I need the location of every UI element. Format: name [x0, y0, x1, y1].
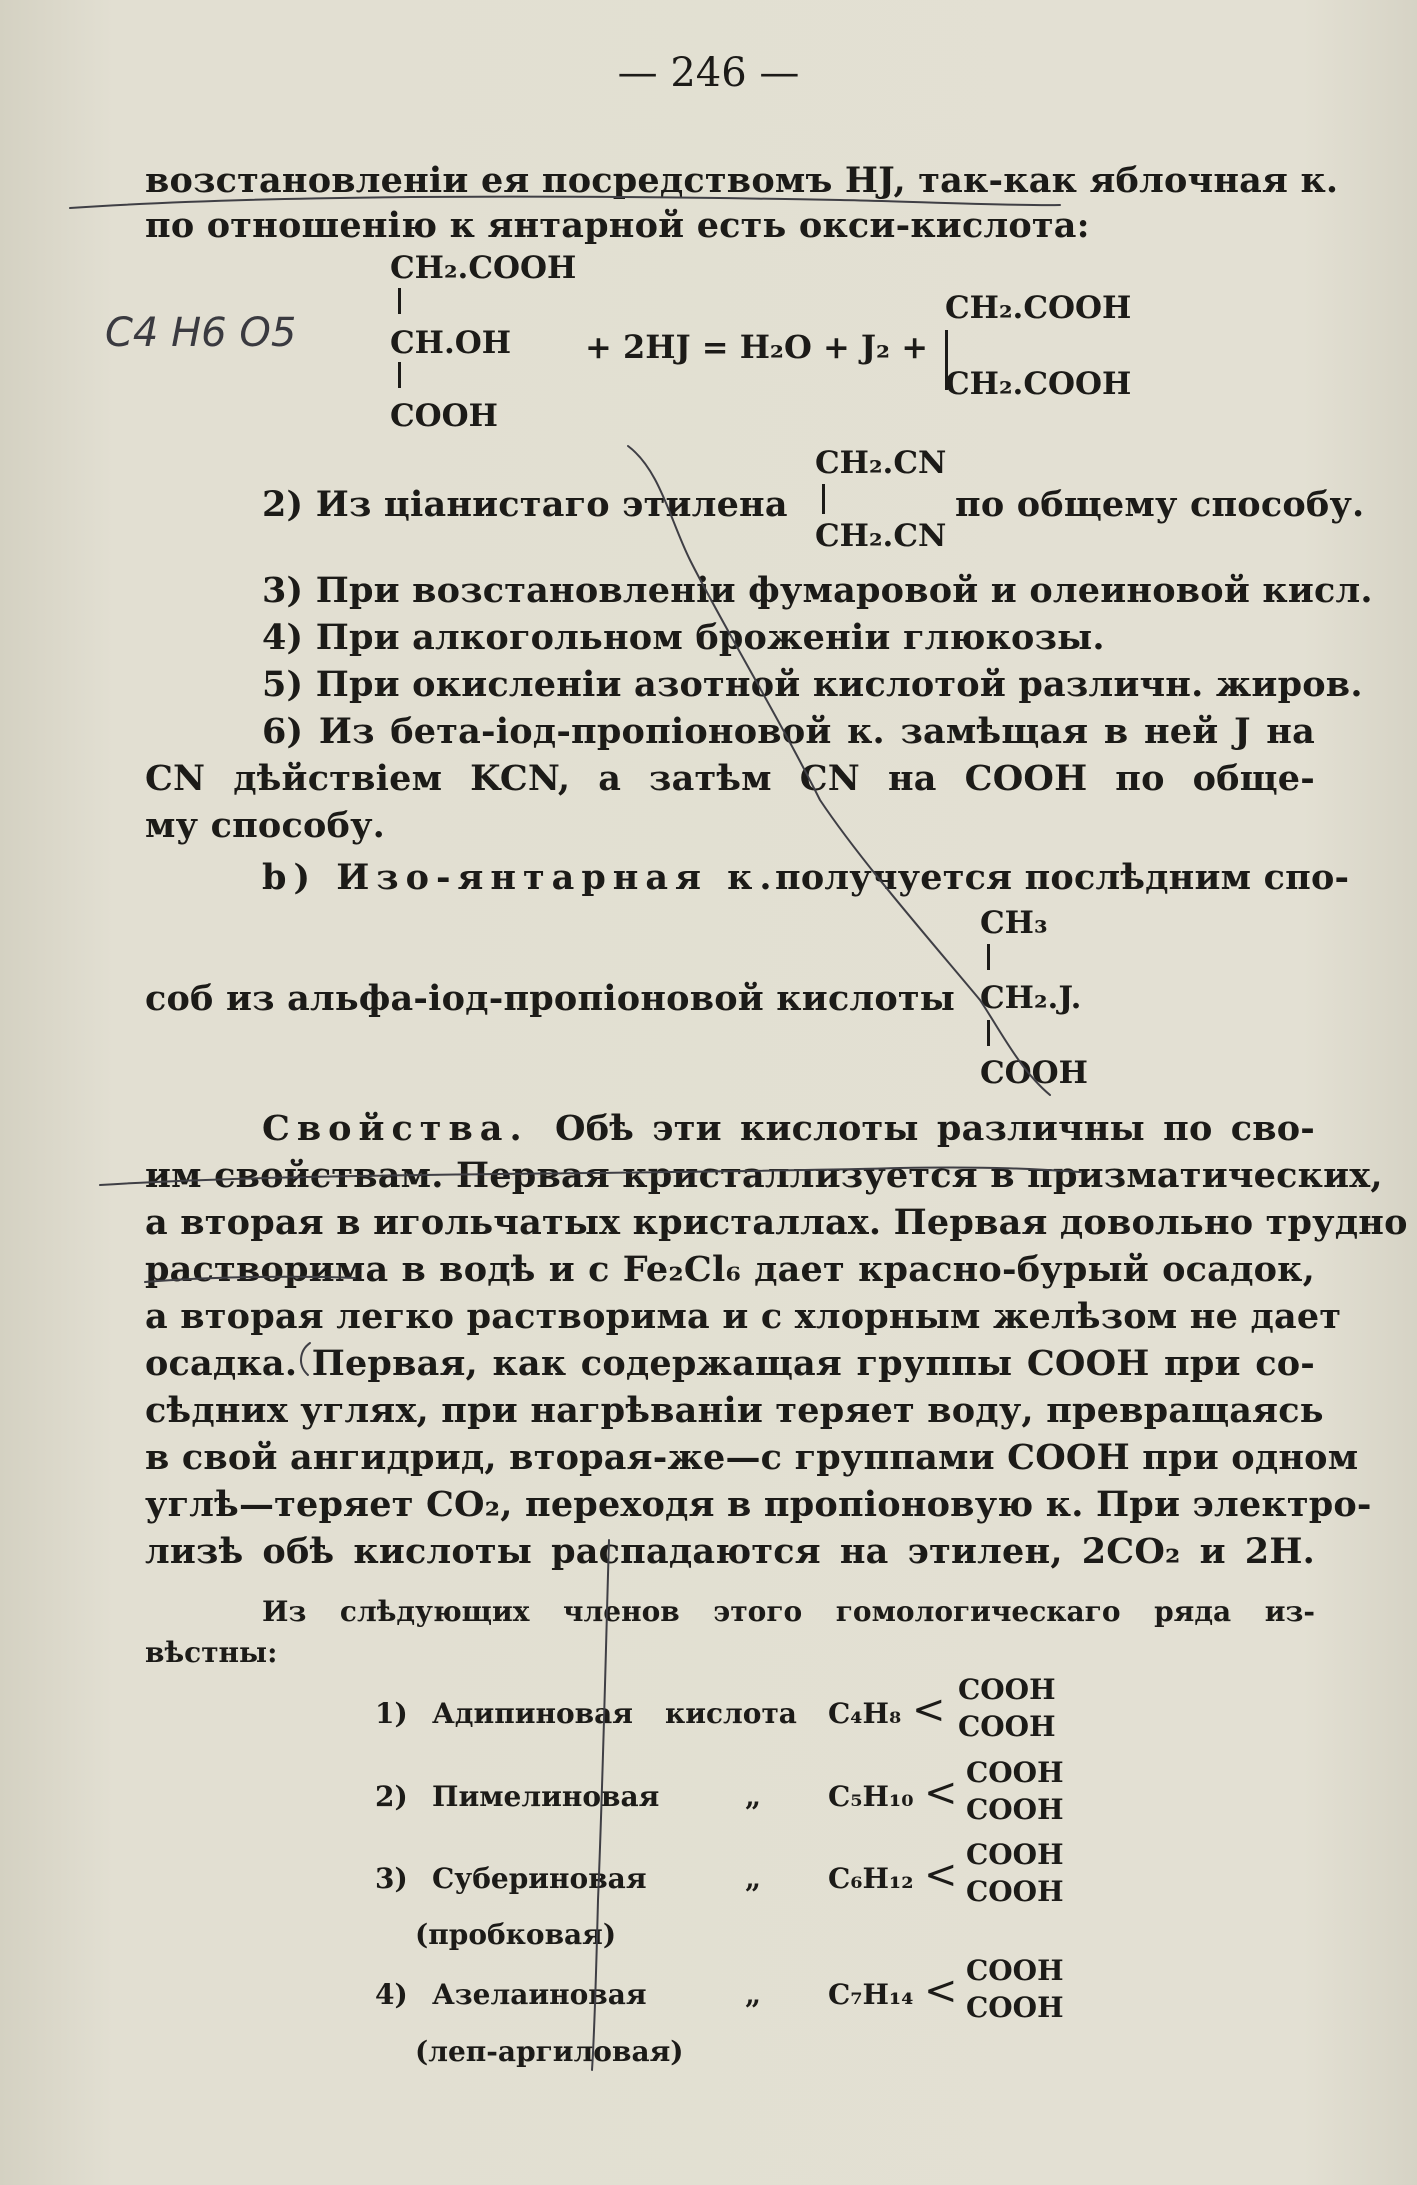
- homolog-group-bottom: COOH: [966, 1875, 1064, 1908]
- homolog-suffix: кислота: [665, 1697, 797, 1730]
- properties-line-1: Обѣ эти кислоты различны по сво-: [555, 1108, 1315, 1149]
- homolog-suffix: „: [745, 1862, 762, 1895]
- homolog-number: 3): [375, 1862, 408, 1895]
- homolog-note: (пробковая): [415, 1918, 617, 1951]
- method-6-line-1: 6) Из бета-іод-пропіоновой к. замѣщая в ней J на: [262, 711, 1315, 752]
- homolog-group-top: COOH: [966, 1756, 1064, 1789]
- pencil-bracket: [301, 1343, 310, 1375]
- bracket: <: [924, 1968, 958, 2014]
- malic-acid-top: CH₂.COOH: [390, 250, 577, 286]
- method-6-line-2: CN дѣйствіем KCN, а затѣм CN на COOH по обще-: [145, 758, 1315, 799]
- homolog-formula: C₅H₁₀: [828, 1780, 914, 1813]
- homologs-intro-line-1: Из слѣдующих членов этого гомологическаго ряда из-: [262, 1595, 1315, 1628]
- homolog-number: 4): [375, 1978, 408, 2011]
- properties-line-6: осадка. Первая, как содержащая группы COOH при со-: [145, 1343, 1315, 1384]
- malic-acid-mid: CH.OH: [390, 325, 512, 361]
- properties-line-8: в свой ангидрид, вторая-же—с группами COOH при одном: [145, 1437, 1359, 1478]
- succinic-acid-top: CH₂.COOH: [945, 290, 1132, 326]
- homolog-note: (леп-аргиловая): [415, 2035, 684, 2068]
- homolog-name: Адипиновая: [432, 1697, 633, 1730]
- properties-line-4: растворима в водѣ и с Fe₂Cl₆ дает красно-бурый осадок,: [145, 1249, 1315, 1290]
- properties-line-9: углѣ—теряет CO₂, переходя в пропіоновую к. При электро-: [145, 1484, 1372, 1525]
- method-5: 5) При окисленіи азотной кислотой различн. жиров.: [262, 664, 1363, 705]
- intro-line-1: возстановленіи ея посредствомъ HJ, так-как яблочная к.: [145, 160, 1339, 201]
- pencil-underline: [70, 197, 1060, 208]
- homolog-number: 2): [375, 1780, 408, 1813]
- iso-formula-mid: CH₂.J.: [980, 980, 1082, 1016]
- reaction-equation: + 2HJ = H₂O + J₂ +: [585, 328, 929, 366]
- homolog-formula: C₄H₈: [828, 1697, 902, 1730]
- homolog-group-bottom: COOH: [966, 1793, 1064, 1826]
- iso-succinic-text: получуется послѣдним спо-: [775, 857, 1350, 898]
- homolog-suffix: „: [745, 1780, 762, 1813]
- page-number: — 246 —: [617, 50, 800, 96]
- method-6-line-3: му способу.: [145, 805, 386, 846]
- iso-succinic-label: b) Изо-янтарная к.: [262, 857, 779, 898]
- method-2-tail: по общему способу.: [955, 484, 1365, 525]
- homolog-number: 1): [375, 1697, 408, 1730]
- homologs-intro-line-2: вѣстны:: [145, 1636, 278, 1669]
- properties-line-2: им свойствам. Первая кристаллизуется в призматических,: [145, 1155, 1383, 1196]
- properties-line-3: а вторая в игольчатых кристаллах. Первая довольно трудно: [145, 1202, 1408, 1243]
- properties-line-10: лизѣ обѣ кислоты распадаются на этилен, 2CO₂ и 2H.: [145, 1531, 1315, 1572]
- malic-acid-bottom: COOH: [390, 398, 498, 434]
- properties-line-7: сѣдних углях, при нагрѣваніи теряет воду, превращаясь: [145, 1390, 1324, 1431]
- homolog-formula: C₆H₁₂: [828, 1862, 914, 1895]
- bracket: <: [912, 1687, 946, 1733]
- properties-heading: Свойства.: [262, 1108, 529, 1149]
- cyanide-ethylene-top: CH₂.CN: [815, 445, 947, 481]
- bracket: <: [924, 1770, 958, 1816]
- intro-line-2: по отношенію к янтарной есть окси-кислота:: [145, 205, 1090, 246]
- pencil-stroke: [628, 446, 1050, 1095]
- homolog-suffix: „: [745, 1978, 762, 2011]
- cyanide-ethylene-bottom: CH₂.CN: [815, 518, 947, 554]
- homolog-formula: C₇H₁₄: [828, 1978, 914, 2011]
- pencil-stroke: [592, 1540, 609, 2070]
- succinic-acid-bottom: CH₂.COOH: [945, 366, 1132, 402]
- handwritten-note: С4 Н6 О5: [105, 310, 297, 356]
- homolog-name: Субериновая: [432, 1862, 647, 1895]
- method-2-text: 2) Из ціанистаго этилена: [262, 484, 788, 525]
- homolog-group-bottom: COOH: [958, 1710, 1056, 1743]
- homolog-group-bottom: COOH: [966, 1991, 1064, 2024]
- method-4: 4) При алкогольном броженіи глюкозы.: [262, 617, 1105, 658]
- method-3: 3) При возстановленіи фумаровой и олеиновой кисл.: [262, 570, 1373, 611]
- pencil-underline: [145, 1277, 355, 1282]
- homolog-group-top: COOH: [966, 1838, 1064, 1871]
- bracket: <: [924, 1852, 958, 1898]
- homolog-name: Азелаиновая: [432, 1978, 647, 2011]
- iso-succinic-text-2: соб из альфа-іод-пропіоновой кислоты: [145, 978, 956, 1019]
- properties-line-5: а вторая легко растворима и с хлорным желѣзом не дает: [145, 1296, 1342, 1337]
- iso-formula-bottom: COOH: [980, 1055, 1088, 1091]
- homolog-group-top: COOH: [958, 1673, 1056, 1706]
- iso-formula-top: CH₃: [980, 905, 1048, 941]
- homolog-group-top: COOH: [966, 1954, 1064, 1987]
- pencil-underline: [100, 1167, 1080, 1185]
- homolog-name: Пимелиновая: [432, 1780, 660, 1813]
